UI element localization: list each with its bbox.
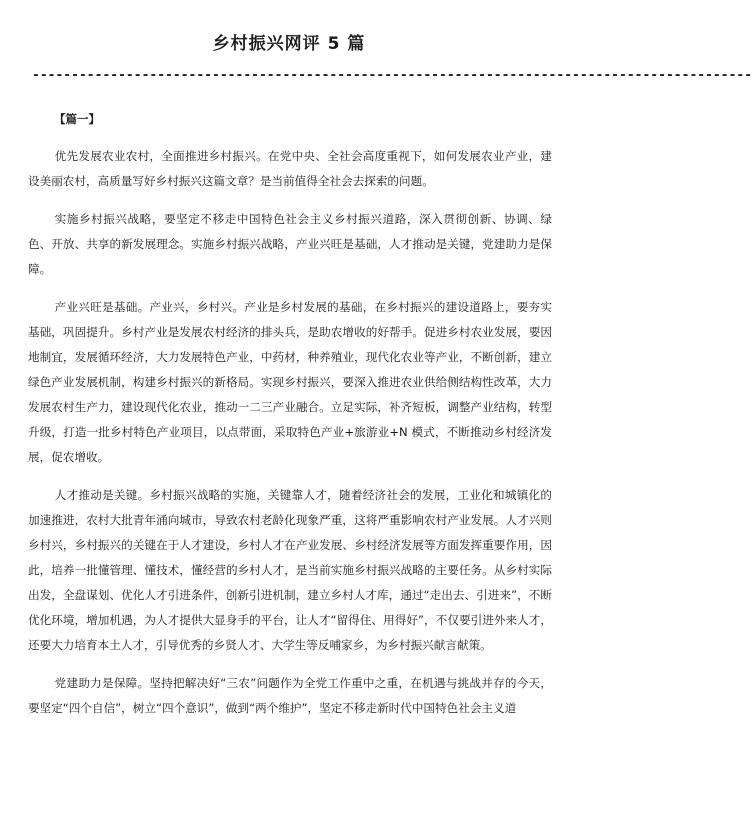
paragraph-5: 党建助力是保障。坚持把解决好“三农”问题作为全党工作重中之重，在机遇与挑战并存的今天，要坚定“四个自信”，树立“四个意识”，做到“两个维护”，坚定不移走新时代中国特色社会主义道 [28, 676, 552, 715]
paragraph-2: 实施乡村振兴战略，要坚定不移走中国特色社会主义乡村振兴道路，深入贯彻创新、协调、绿色、开放、共享的新发展理念。实施乡村振兴战略，产业兴旺是基础，人才推动是关键，党建助力是保障。 [28, 212, 552, 276]
article-body [28, 144, 552, 734]
section-label: 【篇一】 [54, 112, 100, 126]
paragraph-4: 人才推动是关键。乡村振兴战略的实施，关键靠人才，随着经济社会的发展，工业化和城镇化的加速推进，农村大批青年涌向城市，导致农村老龄化现象严重，这将严重影响农村产业发展。人才兴则乡村兴，乡村振兴的关键在于人才建设，乡村人才在产业发展、乡村经济发展等方面发挥重要作用，因此，培养一批懂管理、懂技术，懂经营的乡村人才，是当前实施乡村振兴战略的主要任务。从乡村实际出发，全盘谋划、优化人才引进条件，创新引进机制，建立乡村人才库，通过“走出去、引进来”，不断优化环境，增加机遇，为人才提供大显身手的平台，让人才“留得住、用得好”，不仅要引进外来人才，还要大力培育本土人才，引导优秀的乡贤人才、大学生等反哺家乡，为乡村振兴献言献策。 [28, 488, 552, 652]
document-title: 乡村振兴网评 5 篇 [212, 34, 366, 54]
paragraph-1: 优先发展农业农村，全面推进乡村振兴。在党中央、全社会高度重视下，如何发展农业产业，建设美丽农村，高质量写好乡村振兴这篇文章？是当前值得全社会去探索的问题。 [28, 149, 552, 188]
dashed-divider: -------------------------------------------------------------------------------------------- [32, 68, 752, 83]
paragraph-3: 产业兴旺是基础。产业兴，乡村兴。产业是乡村发展的基础，在乡村振兴的建设道路上，要夯实基础，巩固提升。乡村产业是发展农村经济的排头兵，是助农增收的好帮手。促进乡村农业发展，要因地制宜，发展循环经济，大力发展特色产业，中药材，种养殖业，现代化农业等产业，不断创新，建立绿色产业发展机制，构建乡村振兴的新格局。实现乡村振兴，要深入推进农业供给侧结构性改革，大力发展农村生产力，建设现代化农业，推动一二三产业融合。立足实际，补齐短板，调整产业结构，转型升级，打造一批乡村特色产业项目，以点带面，采取特色产业+旅游业+N 模式，不断推动乡村经济发展，促农增收。 [28, 300, 552, 464]
